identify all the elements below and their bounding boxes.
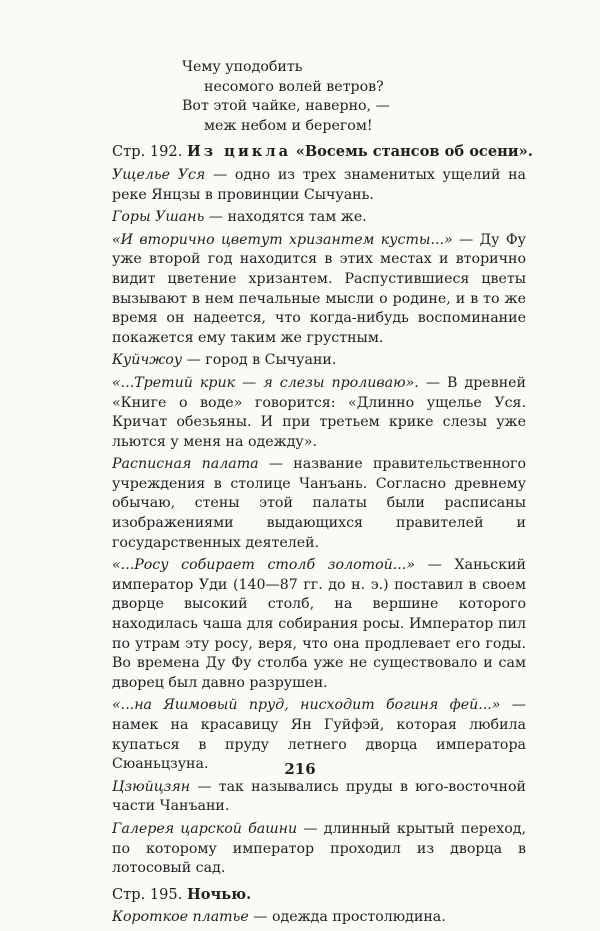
note-paragraph bbox=[112, 374, 526, 452]
note-term: Куйчжоу bbox=[112, 352, 183, 369]
poem-line: несомого волей ветров? bbox=[204, 78, 384, 95]
note-text: — так назывались пруды в юго-восточной части Чанъани. bbox=[112, 778, 526, 815]
section-prefix: Стр. 195. bbox=[112, 885, 183, 903]
note-paragraph bbox=[112, 908, 526, 928]
poem-line: Вот этой чайке, наверно, — bbox=[182, 98, 390, 115]
note-term: Галерея царской башни bbox=[112, 820, 298, 837]
note-term: «...на Яшмовый пруд, нисходит богиня фей...» bbox=[112, 697, 501, 714]
poem-line: меж небом и берегом! bbox=[204, 117, 373, 134]
note-paragraph bbox=[112, 556, 526, 693]
note-text: — намек на красавицу Ян Гуйфэй, которая любила купаться в пруду летнего дворца императора Сюаньцзуна. bbox=[112, 697, 526, 773]
note-paragraph bbox=[112, 778, 526, 817]
section-title: «Восемь стансов об осени». bbox=[295, 143, 533, 161]
poem-excerpt bbox=[182, 58, 526, 136]
section-heading-195 bbox=[112, 885, 526, 905]
page-body bbox=[112, 58, 533, 931]
note-text: — Ду Фу уже второй год находится в этих местах и вторично видит цветение хризантем. Распустившиеся цветы вызывают в нем печальные мысли о родине, и в то же время он надеется, что когда-нибудь воспоминание покажется ему таким же грустным. bbox=[112, 231, 526, 346]
note-term: Короткое платье bbox=[112, 909, 249, 926]
note-paragraph bbox=[112, 231, 526, 349]
note-paragraph bbox=[112, 820, 526, 879]
note-paragraph bbox=[112, 455, 526, 553]
note-term: «...Росу собирает столб золотой...» bbox=[112, 557, 415, 574]
section-prefix: Стр. 192. bbox=[112, 143, 183, 161]
notes-list-195 bbox=[112, 908, 526, 928]
note-paragraph bbox=[112, 208, 526, 228]
note-term: «И вторично цветут хризантем кусты...» bbox=[112, 231, 453, 248]
note-term: Горы Ушань bbox=[112, 209, 205, 226]
note-term: Расписная палата bbox=[112, 456, 259, 473]
note-term: Цзюйцзян bbox=[112, 778, 191, 795]
note-text: — название правительственного учреждения в столице Чанъань. Согласно древнему обычаю, стены этой палаты были расписаны изображениями выдающихся правителей и государственных деятелей. bbox=[112, 456, 526, 551]
note-paragraph bbox=[112, 351, 526, 371]
note-text: — одно из трех знаменитых ущелий на реке Янцзы в провинции Сычуань. bbox=[112, 166, 527, 203]
section-cycle-label: Из цикла bbox=[187, 143, 292, 161]
note-paragraph bbox=[112, 166, 526, 205]
page-number: 216 bbox=[284, 760, 316, 778]
note-term: «...Третий крик — я слезы проливаю». bbox=[112, 374, 419, 391]
note-text: — длинный крытый переход, по которому император проходил из дворца в лотосовый сад. bbox=[112, 820, 527, 877]
section-title: Ночью. bbox=[187, 885, 252, 903]
poem-line: Чему уподобить bbox=[182, 59, 303, 75]
note-text: — В древней «Книге о воде» говорится: «Длинно ущелье Уся. Кричат обезьяны. И при третьем крике слезы уже льются у меня на одежду». bbox=[112, 374, 526, 450]
note-term: Ущелье Уся bbox=[112, 166, 206, 183]
note-text: — одежда простолюдина. bbox=[248, 909, 446, 926]
note-text: — Ханьский император Уди (140—87 гг. до н. э.) поставил в своем дворце высокий столб, на вершине которого находилась чаша для собирания росы. Император пил по утрам эту росу, веря, что она продлевает его годы. Во времена Ду Фу столба уже не существовало и сам дворец был давно разрушен. bbox=[112, 557, 526, 691]
note-text: — город в Сычуани. bbox=[182, 352, 337, 369]
note-text: — находятся там же. bbox=[204, 209, 367, 226]
section-heading-192 bbox=[112, 142, 533, 162]
